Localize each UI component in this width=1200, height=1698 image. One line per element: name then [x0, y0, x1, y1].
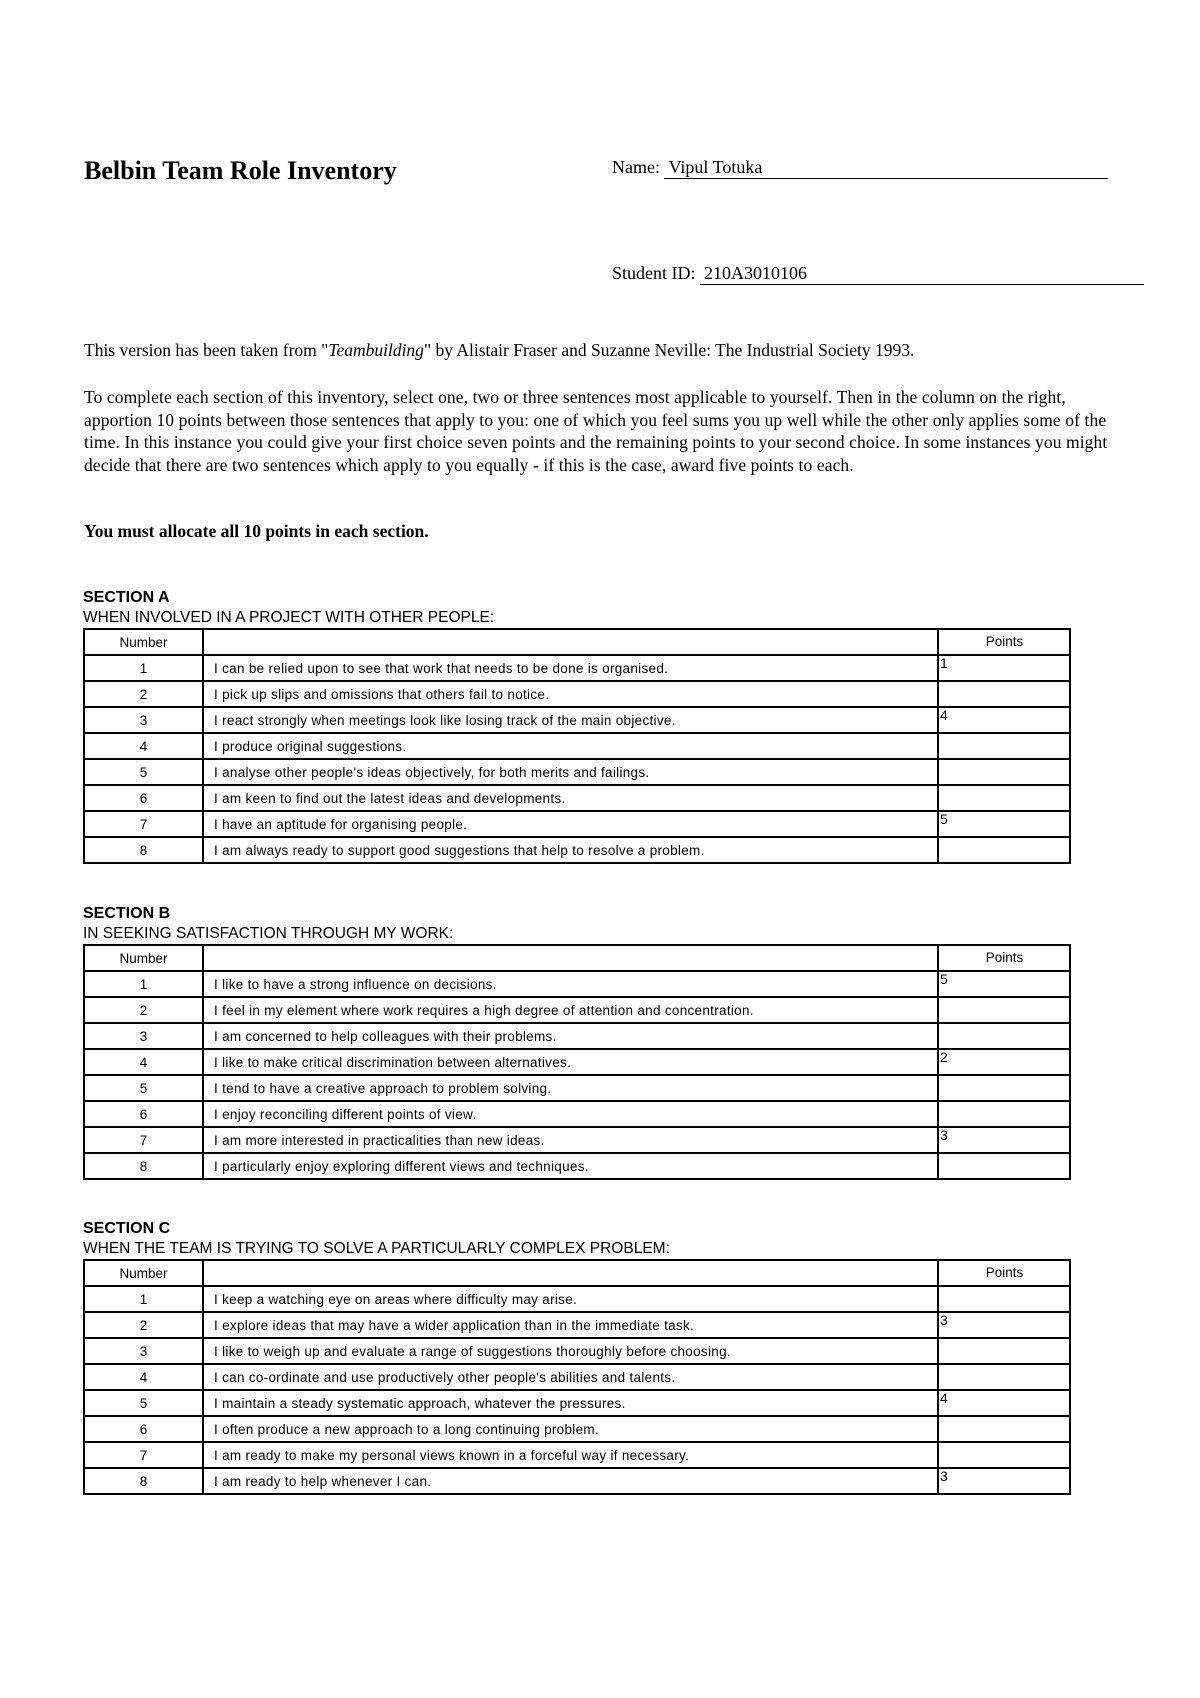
row-points[interactable] [938, 1023, 1070, 1049]
row-points[interactable] [938, 785, 1070, 811]
table-row [84, 707, 1070, 733]
instructions-paragraph: To complete each section of this inventory, select one, two or three sentences most applicable to yourself. Then in the column on the right, apportion 10 points between those sentences that apply to you: one of which you feel sums you up well while the other only applies some of the time. In this instance you could give your first choice seven points and the remaining points to your second choice. In some instances you might decide that there are two sentences which apply to you equally - if this is the case, award five points to each. [84, 387, 1108, 475]
table-row [84, 785, 1070, 811]
section-a [83, 588, 1071, 864]
row-statement: I particularly enjoy exploring different views and techniques. [203, 1153, 938, 1179]
page-title: Belbin Team Role Inventory [84, 156, 397, 185]
table-header-row [84, 629, 1070, 655]
row-number: 6 [84, 1101, 203, 1127]
row-statement: I am more interested in practicalities than new ideas. [203, 1127, 938, 1153]
row-points[interactable] [938, 759, 1070, 785]
student-id-label: Student ID: [612, 263, 696, 283]
source-prefix: This version has been taken from " [84, 340, 329, 360]
statement-header [203, 945, 938, 971]
row-number: 8 [84, 837, 203, 863]
row-points[interactable]: 4 [938, 1390, 1070, 1416]
row-number: 1 [84, 971, 203, 997]
row-statement: I can be relied upon to see that work that needs to be done is organised. [203, 655, 938, 681]
section-c-table [83, 1259, 1071, 1495]
section-subheading: WHEN INVOLVED IN A PROJECT WITH OTHER PEOPLE: [83, 609, 495, 626]
table-row [84, 1023, 1070, 1049]
row-statement: I like to have a strong influence on decisions. [203, 971, 938, 997]
table-row [84, 759, 1070, 785]
row-points[interactable] [938, 1442, 1070, 1468]
table-row [84, 1312, 1070, 1338]
row-points[interactable] [938, 997, 1070, 1023]
row-number: 2 [84, 997, 203, 1023]
student-id-value[interactable]: 210A3010106 [700, 263, 1144, 285]
row-number: 7 [84, 811, 203, 837]
row-points[interactable]: 3 [938, 1127, 1070, 1153]
table-row [84, 1101, 1070, 1127]
source-title: Teambuilding [328, 340, 424, 360]
row-number: 5 [84, 1075, 203, 1101]
number-header: Number [84, 629, 203, 655]
row-points[interactable]: 1 [938, 655, 1070, 681]
table-row [84, 1364, 1070, 1390]
table-row [84, 997, 1070, 1023]
row-number: 1 [84, 655, 203, 681]
table-row [84, 837, 1070, 863]
source-line [84, 339, 1126, 362]
row-statement: I am keen to find out the latest ideas and developments. [203, 785, 938, 811]
row-number: 7 [84, 1442, 203, 1468]
table-row [84, 1338, 1070, 1364]
row-number: 4 [84, 1364, 203, 1390]
row-points[interactable]: 2 [938, 1049, 1070, 1075]
row-number: 8 [84, 1468, 203, 1494]
row-number: 4 [84, 733, 203, 759]
row-number: 6 [84, 1416, 203, 1442]
section-b [83, 904, 1071, 1180]
section-heading: SECTION B [83, 905, 171, 922]
row-statement: I keep a watching eye on areas where difficulty may arise. [203, 1286, 938, 1312]
row-number: 3 [84, 1338, 203, 1364]
student-id-field [612, 263, 1144, 285]
row-number: 1 [84, 1286, 203, 1312]
allocation-note: You must allocate all 10 points in each section. [84, 521, 429, 541]
table-row [84, 1049, 1070, 1075]
section-b-table [83, 944, 1071, 1180]
table-row [84, 655, 1070, 681]
number-header: Number [84, 1260, 203, 1286]
row-points[interactable] [938, 837, 1070, 863]
row-statement: I feel in my element where work requires a high degree of attention and concentration. [203, 997, 938, 1023]
table-row [84, 1442, 1070, 1468]
name-field [612, 157, 1108, 179]
row-points[interactable]: 3 [938, 1468, 1070, 1494]
source-suffix: " by Alistair Fraser and Suzanne Neville: The Industrial Society 1993. [423, 340, 915, 360]
table-row [84, 1390, 1070, 1416]
points-header: Points [938, 945, 1070, 971]
row-number: 5 [84, 759, 203, 785]
row-statement: I react strongly when meetings look like losing track of the main objective. [203, 707, 938, 733]
section-heading: SECTION A [83, 589, 170, 606]
row-number: 2 [84, 1312, 203, 1338]
table-row [84, 1127, 1070, 1153]
row-statement: I am ready to help whenever I can. [203, 1468, 938, 1494]
section-subheading: IN SEEKING SATISFACTION THROUGH MY WORK: [83, 925, 454, 942]
row-statement: I often produce a new approach to a long continuing problem. [203, 1416, 938, 1442]
row-points[interactable]: 3 [938, 1312, 1070, 1338]
table-header-row [84, 1260, 1070, 1286]
row-number: 3 [84, 1023, 203, 1049]
row-statement: I pick up slips and omissions that others fail to notice. [203, 681, 938, 707]
row-points[interactable] [938, 1416, 1070, 1442]
row-points[interactable] [938, 1286, 1070, 1312]
row-statement: I explore ideas that may have a wider application than in the immediate task. [203, 1312, 938, 1338]
row-points[interactable]: 5 [938, 971, 1070, 997]
row-points[interactable] [938, 1338, 1070, 1364]
row-points[interactable] [938, 733, 1070, 759]
statement-header [203, 1260, 938, 1286]
row-statement: I am concerned to help colleagues with their problems. [203, 1023, 938, 1049]
name-label: Name: [612, 157, 660, 177]
row-statement: I am ready to make my personal views known in a forceful way if necessary. [203, 1442, 938, 1468]
table-row [84, 1286, 1070, 1312]
table-row [84, 1153, 1070, 1179]
row-points[interactable] [938, 1101, 1070, 1127]
points-header: Points [938, 1260, 1070, 1286]
table-row [84, 971, 1070, 997]
points-header: Points [938, 629, 1070, 655]
row-statement: I analyse other people's ideas objectively, for both merits and failings. [203, 759, 938, 785]
row-points[interactable] [938, 681, 1070, 707]
table-row [84, 1075, 1070, 1101]
row-statement: I tend to have a creative approach to problem solving. [203, 1075, 938, 1101]
section-subheading: WHEN THE TEAM IS TRYING TO SOLVE A PARTICULARLY COMPLEX PROBLEM: [83, 1240, 670, 1257]
table-row [84, 733, 1070, 759]
number-header: Number [84, 945, 203, 971]
row-statement: I like to weigh up and evaluate a range of suggestions thoroughly before choosing. [203, 1338, 938, 1364]
table-row [84, 1416, 1070, 1442]
section-heading: SECTION C [83, 1220, 171, 1237]
table-row [84, 1468, 1070, 1494]
table-row [84, 681, 1070, 707]
table-row [84, 811, 1070, 837]
section-c [83, 1219, 1071, 1495]
row-points[interactable]: 4 [938, 707, 1070, 733]
row-statement: I produce original suggestions. [203, 733, 938, 759]
section-a-table [83, 628, 1071, 864]
row-statement: I enjoy reconciling different points of view. [203, 1101, 938, 1127]
row-points[interactable] [938, 1075, 1070, 1101]
row-points[interactable] [938, 1364, 1070, 1390]
row-statement: I can co-ordinate and use productively other people's abilities and talents. [203, 1364, 938, 1390]
row-number: 4 [84, 1049, 203, 1075]
table-header-row [84, 945, 1070, 971]
statement-header [203, 629, 938, 655]
row-statement: I maintain a steady systematic approach, whatever the pressures. [203, 1390, 938, 1416]
name-value[interactable]: Vipul Totuka [664, 157, 1108, 179]
row-number: 6 [84, 785, 203, 811]
row-number: 3 [84, 707, 203, 733]
row-number: 7 [84, 1127, 203, 1153]
row-statement: I am always ready to support good suggestions that help to resolve a problem. [203, 837, 938, 863]
row-number: 5 [84, 1390, 203, 1416]
row-points[interactable] [938, 1153, 1070, 1179]
row-number: 8 [84, 1153, 203, 1179]
row-points[interactable]: 5 [938, 811, 1070, 837]
row-number: 2 [84, 681, 203, 707]
row-statement: I have an aptitude for organising people. [203, 811, 938, 837]
row-statement: I like to make critical discrimination between alternatives. [203, 1049, 938, 1075]
